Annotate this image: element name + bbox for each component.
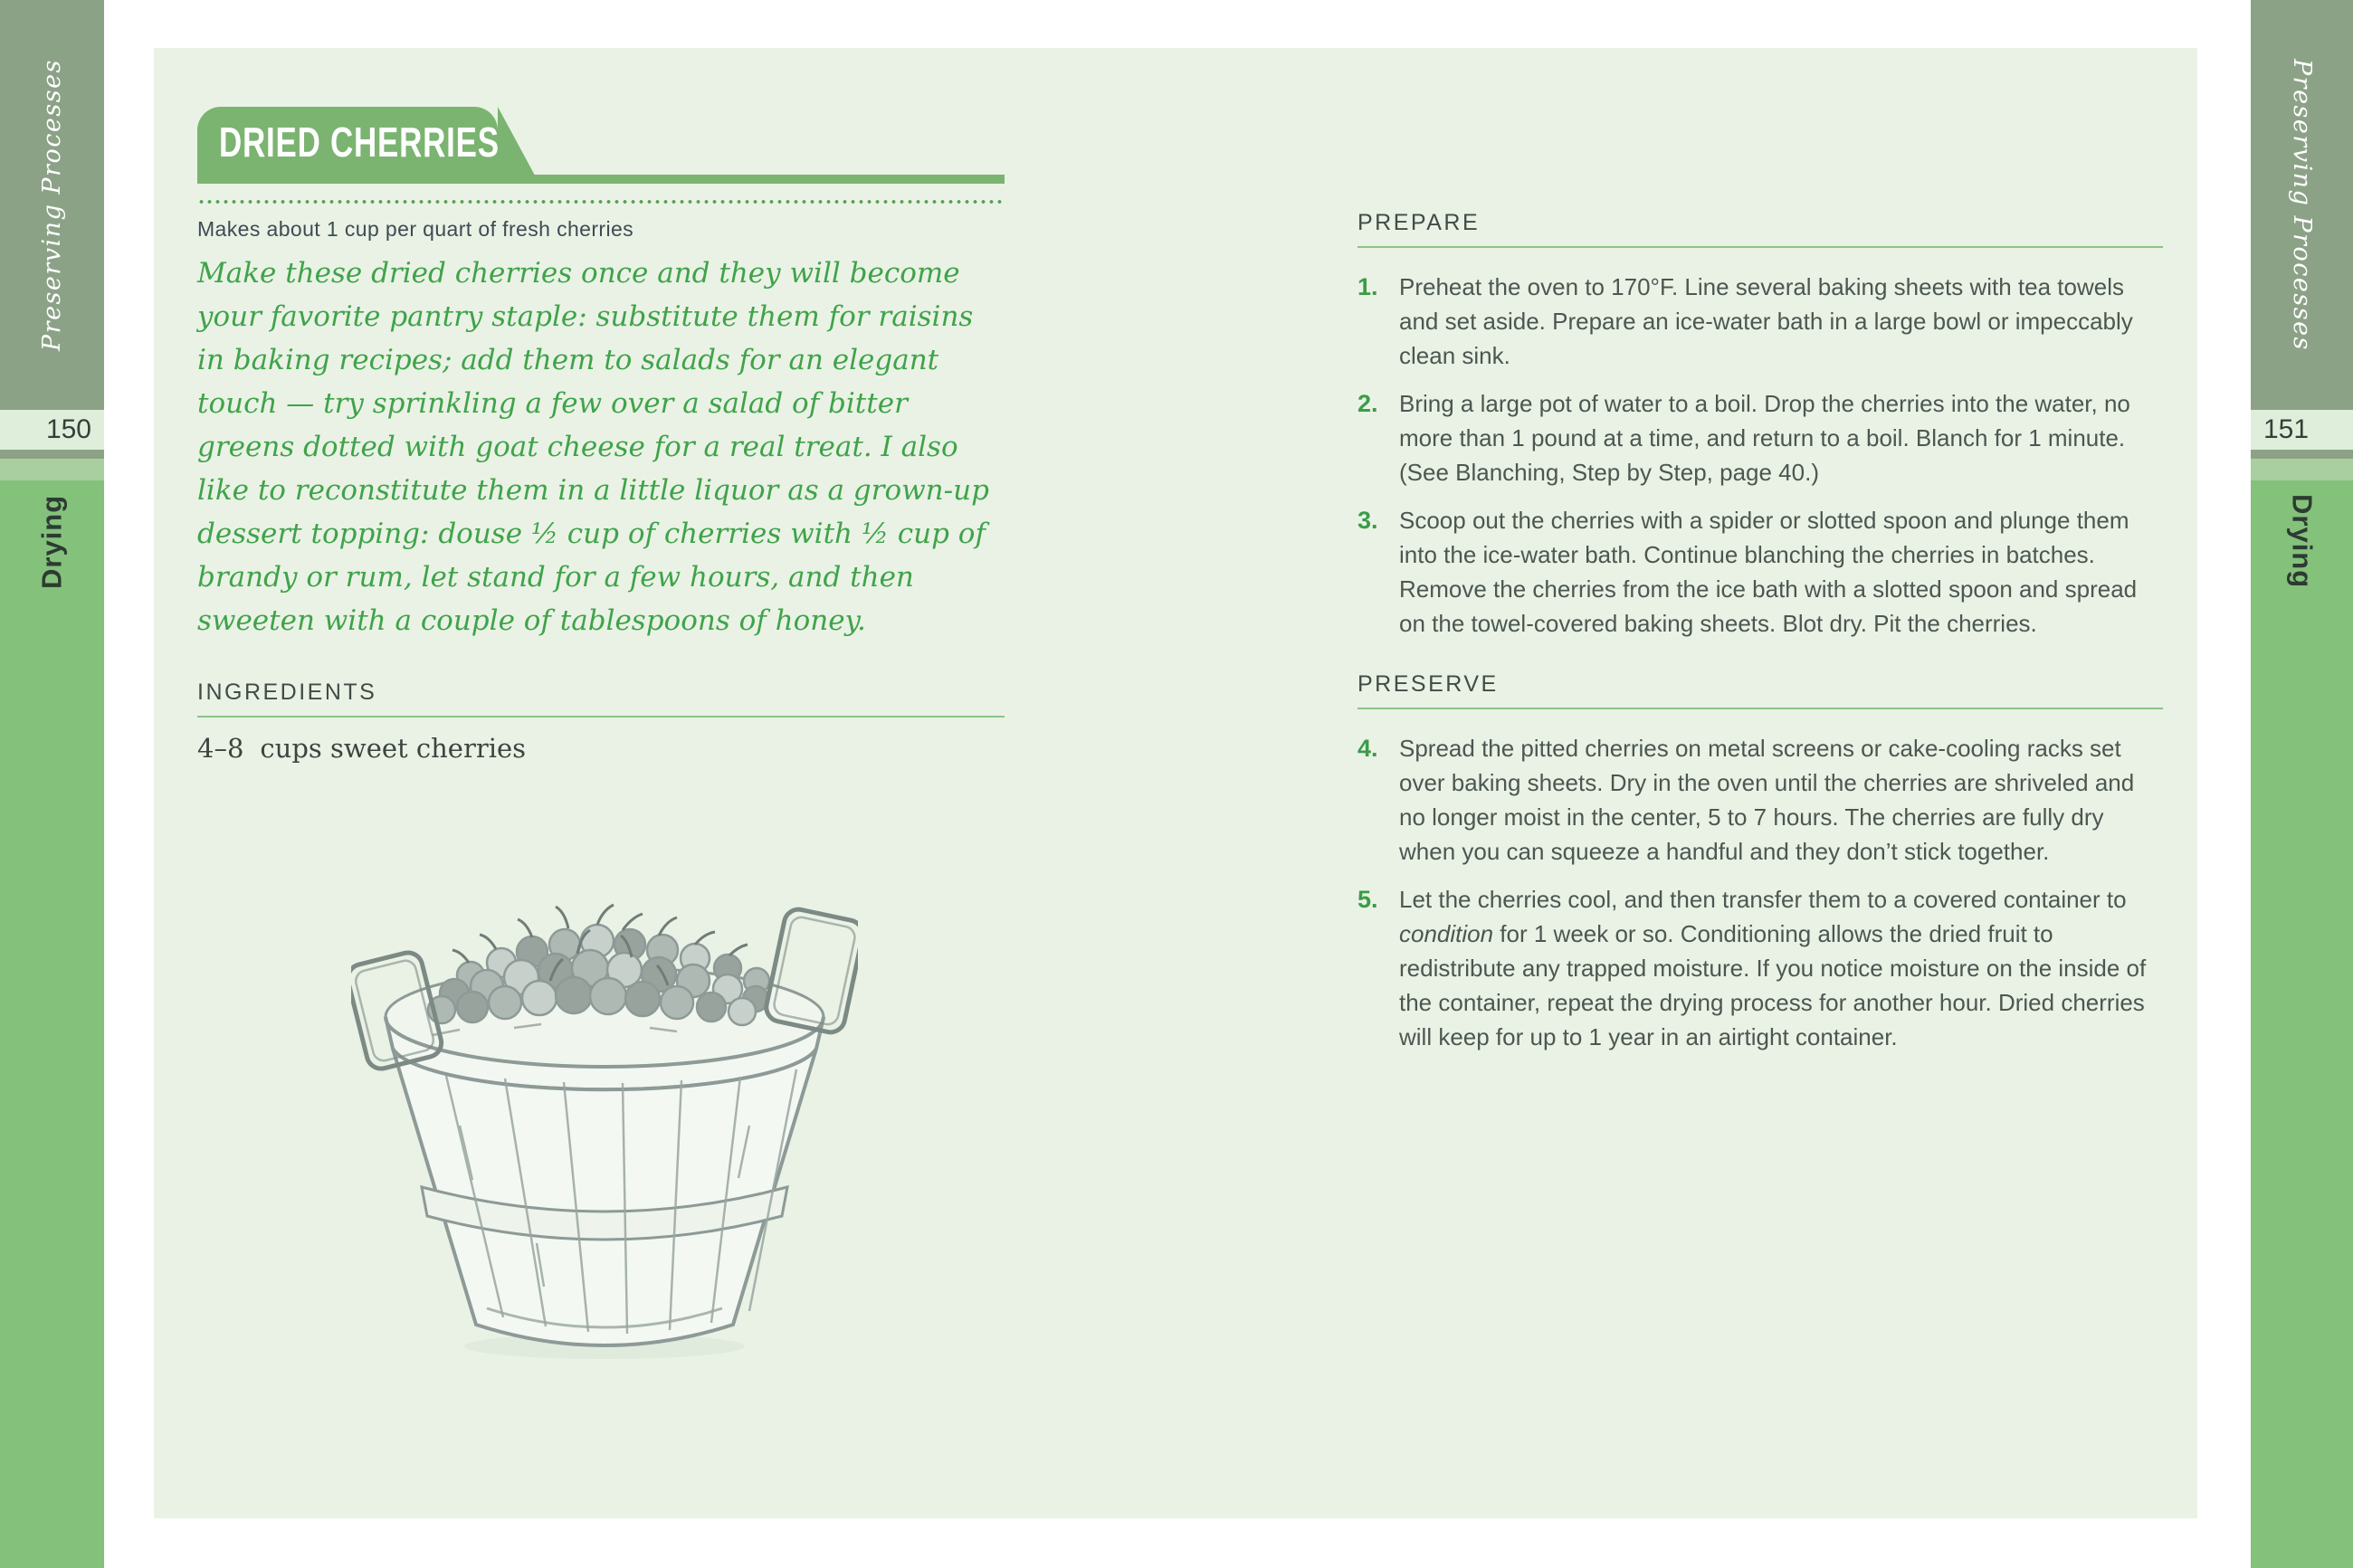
step-number: 1. — [1358, 273, 1378, 300]
step-text: Scoop out the cherries with a spider or slotted spoon and plunge them into the ice-water bath. Continue blanching the cherries in batches. Remove the cherries from the ice bath with a slotted spoon and spread on the towel-covered baking sheets. Blot dry. Pit the cherries. — [1399, 507, 2138, 637]
ingredient-name: cups sweet cherries — [260, 733, 527, 764]
left-spine-accent-strip — [0, 459, 104, 480]
step-text: Spread the pitted cherries on metal screens or cake-cooling racks set over baking sheets. Dry in the oven until the cherries are shriveled and no longer moist in the center, 5 to 7 hours. The cherries are fully dry when you can squeeze a handful and they don’t stick together. — [1399, 735, 2135, 865]
step-number: 3. — [1358, 507, 1378, 534]
basket-body — [386, 1017, 824, 1345]
ingredients-rule — [197, 716, 1005, 717]
yield-note: Makes about 1 cup per quart of fresh cherries — [197, 217, 634, 241]
recipe-page — [154, 48, 2197, 1518]
step-text-italic: condition — [1399, 920, 1494, 947]
recipe-left-column — [197, 107, 1005, 1370]
left-chapter-label: Preserving Processes — [38, 59, 66, 351]
right-chapter-label: Preserving Processes — [2288, 59, 2316, 351]
ingredient-quantity: 4–8 — [197, 733, 244, 764]
step-text: Bring a large pot of water to a boil. Drop the cherries into the water, no more than 1 pound at a time, and return to a boil. Blanch for 1 minute. (See Blanching, Step by Step, page 40.) — [1399, 390, 2130, 486]
preserve-heading: PRESERVE — [1358, 671, 1499, 697]
left-spine-divider — [0, 450, 104, 459]
left-section-band — [0, 480, 104, 1568]
left-page-number: 150 — [0, 410, 104, 450]
right-section-label: Drying — [2286, 494, 2319, 589]
step-text: Preheat the oven to 170°F. Line several baking sheets with tea towels and set aside. Prepare an ice-water bath in a large bowl or impeccably clean sink. — [1399, 273, 2133, 369]
step-item-2 — [1358, 386, 2163, 489]
step-number: 2. — [1358, 390, 1378, 417]
right-spine — [2251, 0, 2353, 1568]
dotted-divider — [197, 200, 1005, 204]
step-item-4 — [1358, 731, 2163, 869]
step-item-3 — [1358, 503, 2163, 641]
right-page-number: 151 — [2251, 410, 2353, 450]
recipe-title-banner — [197, 107, 1005, 184]
left-section-label: Drying — [35, 494, 68, 589]
recipe-title: DRIED CHERRIES — [219, 119, 500, 166]
recipe-intro: Make these dried cherries once and they will become your favorite pantry staple: substitute them for raisins in baking recipes; add them to salads for an elegant touch — try sprinkling a few over a salad of bitter greens dotted with goat cheese for a real treat. I also like to reconstitute them in a little liquor as a grown-up dessert topping: douse ½ cup of cherries with ½ cup of brandy or rum, let stand for a few hours, and then sweeten with a couple of tablespoons of honey. — [197, 257, 989, 637]
prepare-heading: PREPARE — [1358, 210, 1481, 235]
cherry-basket-illustration — [351, 899, 858, 1370]
prepare-step-list — [1358, 270, 2163, 641]
prepare-rule — [1358, 246, 2163, 248]
step-number: 4. — [1358, 735, 1378, 762]
preserve-step-list — [1358, 731, 2163, 1054]
cherries — [428, 925, 769, 1025]
step-text-cont: for 1 week or so. Conditioning allows the dried fruit to redistribute any trapped moisture. If you notice moisture on the inside of the container, repeat the drying process for another hour. Dried cherries will keep for up to 1 year in an airtight container. — [1399, 920, 2147, 1050]
title-tab-slant — [498, 107, 539, 184]
left-spine — [0, 0, 104, 1568]
title-underbar — [197, 175, 1005, 184]
right-section-band — [2251, 480, 2353, 1568]
step-item-5 — [1358, 882, 2163, 1054]
ingredients-heading: INGREDIENTS — [197, 679, 377, 705]
preserve-rule — [1358, 708, 2163, 709]
recipe-right-column — [1358, 210, 2163, 1068]
step-number: 5. — [1358, 886, 1378, 913]
right-spine-accent-strip — [2251, 459, 2353, 480]
ingredient-item — [197, 733, 1005, 764]
right-spine-divider — [2251, 450, 2353, 459]
step-item-1 — [1358, 270, 2163, 373]
step-text: Let the cherries cool, and then transfer them to a covered container to — [1399, 886, 2127, 913]
